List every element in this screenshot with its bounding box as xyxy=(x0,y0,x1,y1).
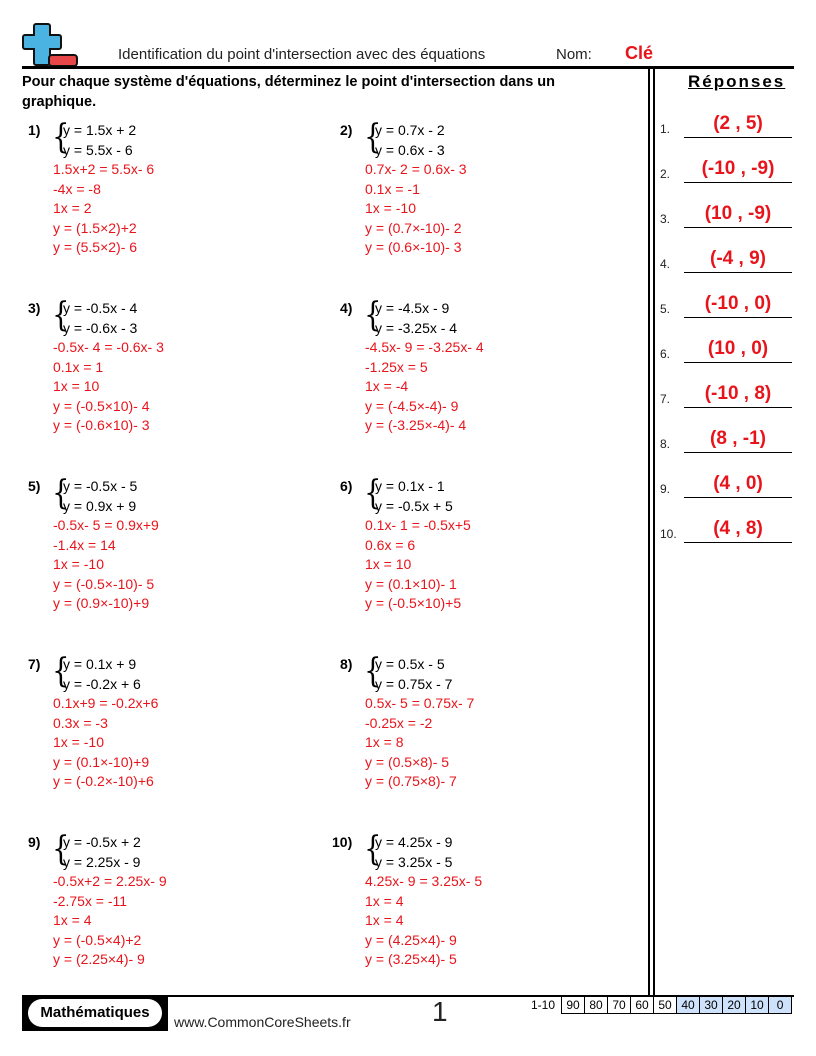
step: 1x = -10 xyxy=(53,556,104,572)
brace-icon: { xyxy=(52,829,70,869)
brace-icon: { xyxy=(52,295,70,335)
equation-system xyxy=(375,299,457,338)
equation: y = 0.5x - 5 xyxy=(375,656,445,672)
step: y = (0.6×-10)- 3 xyxy=(365,239,462,255)
step: 1x = 4 xyxy=(53,912,92,928)
solution-steps xyxy=(365,516,471,614)
brace-icon: { xyxy=(364,473,382,513)
step: y = (5.5×2)- 6 xyxy=(53,239,138,255)
equation: y = 0.75x - 7 xyxy=(375,675,453,692)
score-cell: 80 xyxy=(585,997,608,1014)
score-cell: 60 xyxy=(631,997,654,1014)
answer-line xyxy=(684,317,792,319)
equation: y = 0.6x - 3 xyxy=(375,141,445,158)
step: 1x = -4 xyxy=(365,378,409,394)
brace-icon: { xyxy=(364,829,382,869)
score-cell: 30 xyxy=(700,997,723,1014)
step: 0.1x = -1 xyxy=(365,180,420,197)
step: y = (0.5×8)- 5 xyxy=(365,753,450,770)
step: y = (0.7×-10)- 2 xyxy=(365,219,462,236)
brace-icon: { xyxy=(364,117,382,157)
step: 0.3x = -3 xyxy=(53,714,108,731)
brace-icon: { xyxy=(364,651,382,691)
step: 0.1x = 1 xyxy=(53,358,104,375)
solution-steps xyxy=(53,338,164,436)
answer-value: (8 , -1) xyxy=(710,428,766,449)
step: -0.5x+2 = 2.25x- 9 xyxy=(53,873,167,889)
step: 0.6x = 6 xyxy=(365,536,416,553)
brace-icon: { xyxy=(52,473,70,513)
brace-icon: { xyxy=(52,117,70,157)
step: 1x = 8 xyxy=(365,734,404,750)
equation-system xyxy=(63,121,136,160)
step: 1x = 10 xyxy=(53,378,100,394)
answer-line xyxy=(684,362,792,364)
answer-value: (10 , -9) xyxy=(704,203,772,224)
answer-row xyxy=(660,423,794,453)
answer-line xyxy=(684,497,792,499)
logo-plus-minus-icon xyxy=(22,22,78,68)
solution-steps xyxy=(365,338,484,436)
answer-line xyxy=(684,542,792,544)
problem-number: 4) xyxy=(340,300,353,316)
answer-row xyxy=(660,333,794,363)
step: -1.25x = 5 xyxy=(365,358,428,375)
equation: y = 0.9x + 9 xyxy=(63,497,137,514)
equation: y = 3.25x - 5 xyxy=(375,853,453,870)
equation: y = -0.5x - 5 xyxy=(63,478,138,494)
answer-number: 8. xyxy=(660,437,671,451)
step: 0.1x- 1 = -0.5x+5 xyxy=(365,517,471,533)
instructions: Pour chaque système d'équations, déterminez le point d'intersection dans un graphique. xyxy=(22,74,556,110)
answer-number: 7. xyxy=(660,392,671,406)
subject-badge: Mathématiques xyxy=(28,999,162,1027)
name-value: Clé xyxy=(625,43,654,63)
equation: y = 0.1x - 1 xyxy=(375,478,445,494)
answer-number: 10. xyxy=(660,527,677,541)
answer-value: (-10 , 8) xyxy=(704,383,772,404)
step: y = (-3.25×-4)- 4 xyxy=(365,417,467,433)
problem-number: 7) xyxy=(28,656,41,672)
answer-line xyxy=(684,137,792,139)
problem-number: 3) xyxy=(28,300,41,316)
answer-number: 6. xyxy=(660,347,671,361)
answer-line xyxy=(684,182,792,184)
step: y = (-0.6×10)- 3 xyxy=(53,417,150,433)
answer-number: 5. xyxy=(660,302,671,316)
equation-system xyxy=(63,655,141,694)
equation: y = -3.25x - 4 xyxy=(375,319,458,336)
step: y = (3.25×4)- 5 xyxy=(365,951,457,967)
equation: y = -0.6x - 3 xyxy=(63,319,138,336)
site-url: www.CommonCoreSheets.fr xyxy=(174,1014,351,1030)
equation-system xyxy=(63,299,137,338)
step: 0.5x- 5 = 0.75x- 7 xyxy=(365,695,475,711)
equation: y = 4.25x - 9 xyxy=(375,834,453,850)
score-range-label: 1-10 xyxy=(531,998,556,1012)
answer-row xyxy=(660,108,794,138)
step: y = (0.1×-10)+9 xyxy=(53,753,150,770)
equation: y = -0.5x - 4 xyxy=(63,300,138,316)
equation-system xyxy=(375,833,452,872)
solution-steps xyxy=(365,160,467,258)
step: 1x = 2 xyxy=(53,200,92,216)
answer-value: (4 , 8) xyxy=(713,518,763,539)
answer-row xyxy=(660,378,794,408)
answer-number: 3. xyxy=(660,212,671,226)
step: 4.25x- 9 = 3.25x- 5 xyxy=(365,873,483,889)
answers-title: Réponses xyxy=(688,72,786,91)
step: 1x = -10 xyxy=(365,200,416,216)
answer-line xyxy=(684,407,792,409)
page-number: 1 xyxy=(432,996,448,1027)
score-cell: 10 xyxy=(746,997,769,1014)
equation: y = 0.1x + 9 xyxy=(63,656,137,672)
problem-number: 1) xyxy=(28,122,41,138)
equation: y = 1.5x + 2 xyxy=(63,122,137,138)
step: y = (-0.5×10)- 4 xyxy=(53,397,150,414)
equation: y = 2.25x - 9 xyxy=(63,853,141,870)
problem-number: 8) xyxy=(340,656,353,672)
answer-column-divider xyxy=(653,68,655,996)
solution-steps xyxy=(365,694,474,792)
answer-row xyxy=(660,198,794,228)
worksheet-title: Identification du point d'intersection avec des équations xyxy=(118,46,486,63)
step: -4x = -8 xyxy=(53,180,101,197)
step: 1x = 10 xyxy=(365,556,412,572)
score-cell: 20 xyxy=(723,997,746,1014)
answer-value: (2 , 5) xyxy=(713,113,763,134)
step: y = (2.25×4)- 9 xyxy=(53,951,145,967)
step: y = (0.75×8)- 7 xyxy=(365,773,457,789)
answer-value: (-4 , 9) xyxy=(710,248,766,269)
step: -1.4x = 14 xyxy=(53,536,116,553)
answer-row xyxy=(660,468,794,498)
answer-row xyxy=(660,513,794,543)
equation: y = 0.7x - 2 xyxy=(375,122,445,138)
equation: y = 5.5x - 6 xyxy=(63,141,133,158)
step: y = (4.25×4)- 9 xyxy=(365,931,457,948)
problem-number: 2) xyxy=(340,122,353,138)
answer-row xyxy=(660,288,794,318)
problem-number: 9) xyxy=(28,834,41,850)
solution-steps xyxy=(53,160,154,258)
equation: y = -0.5x + 2 xyxy=(63,834,141,850)
step: 1x = -10 xyxy=(53,734,104,750)
answer-number: 2. xyxy=(660,167,671,181)
equation: y = -4.5x - 9 xyxy=(375,300,450,316)
equation-system xyxy=(63,477,137,516)
problem-number: 10) xyxy=(332,834,353,850)
equation-system xyxy=(375,655,452,694)
answer-line xyxy=(684,452,792,454)
step: y = (-0.2×-10)+6 xyxy=(53,773,154,789)
equation: y = -0.5x + 5 xyxy=(375,497,453,514)
equation: y = -0.2x + 6 xyxy=(63,675,141,692)
equation-system xyxy=(375,121,445,160)
solution-steps xyxy=(53,872,167,970)
answer-line xyxy=(684,227,792,229)
step: 0.7x- 2 = 0.6x- 3 xyxy=(365,161,467,177)
header-divider xyxy=(22,66,794,69)
step: y = (-0.5×-10)- 5 xyxy=(53,575,155,592)
solution-steps xyxy=(53,516,159,614)
step: 1x = 4 xyxy=(365,892,404,909)
score-cell: 40 xyxy=(677,997,700,1014)
equation-system xyxy=(375,477,453,516)
step: -4.5x- 9 = -3.25x- 4 xyxy=(365,339,484,355)
name-label: Nom: xyxy=(556,46,592,63)
step: 0.1x+9 = -0.2x+6 xyxy=(53,695,159,711)
answer-value: (-10 , 0) xyxy=(704,293,772,314)
answer-line xyxy=(684,272,792,274)
score-cell: 90 xyxy=(562,997,585,1014)
answer-value: (4 , 0) xyxy=(713,473,763,494)
step: -0.5x- 4 = -0.6x- 3 xyxy=(53,339,164,355)
answer-number: 4. xyxy=(660,257,671,271)
solution-steps xyxy=(365,872,482,970)
answer-column-divider xyxy=(648,68,650,996)
score-cell: 70 xyxy=(608,997,631,1014)
step: 1x = 4 xyxy=(365,912,404,928)
step: y = (0.1×10)- 1 xyxy=(365,575,457,592)
step: -0.25x = -2 xyxy=(365,714,433,731)
step: y = (1.5×2)+2 xyxy=(53,219,137,236)
score-table xyxy=(528,996,792,1014)
answer-row xyxy=(660,153,794,183)
step: -0.5x- 5 = 0.9x+9 xyxy=(53,517,159,533)
step: -2.75x = -11 xyxy=(53,892,128,909)
problem-number: 5) xyxy=(28,478,41,494)
score-cell: 50 xyxy=(654,997,677,1014)
step: 1.5x+2 = 5.5x- 6 xyxy=(53,161,155,177)
solution-steps xyxy=(53,694,158,792)
answer-number: 9. xyxy=(660,482,671,496)
step: y = (-0.5×10)+5 xyxy=(365,595,462,611)
brace-icon: { xyxy=(364,295,382,335)
step: y = (-4.5×-4)- 9 xyxy=(365,397,459,414)
equation-system xyxy=(63,833,141,872)
answer-value: (-10 , -9) xyxy=(701,158,775,179)
score-cell: 0 xyxy=(769,997,792,1014)
answer-number: 1. xyxy=(660,122,671,136)
answer-row xyxy=(660,243,794,273)
step: y = (0.9×-10)+9 xyxy=(53,595,150,611)
step: y = (-0.5×4)+2 xyxy=(53,931,142,948)
brace-icon: { xyxy=(52,651,70,691)
problem-number: 6) xyxy=(340,478,353,494)
answer-value: (10 , 0) xyxy=(707,338,769,359)
